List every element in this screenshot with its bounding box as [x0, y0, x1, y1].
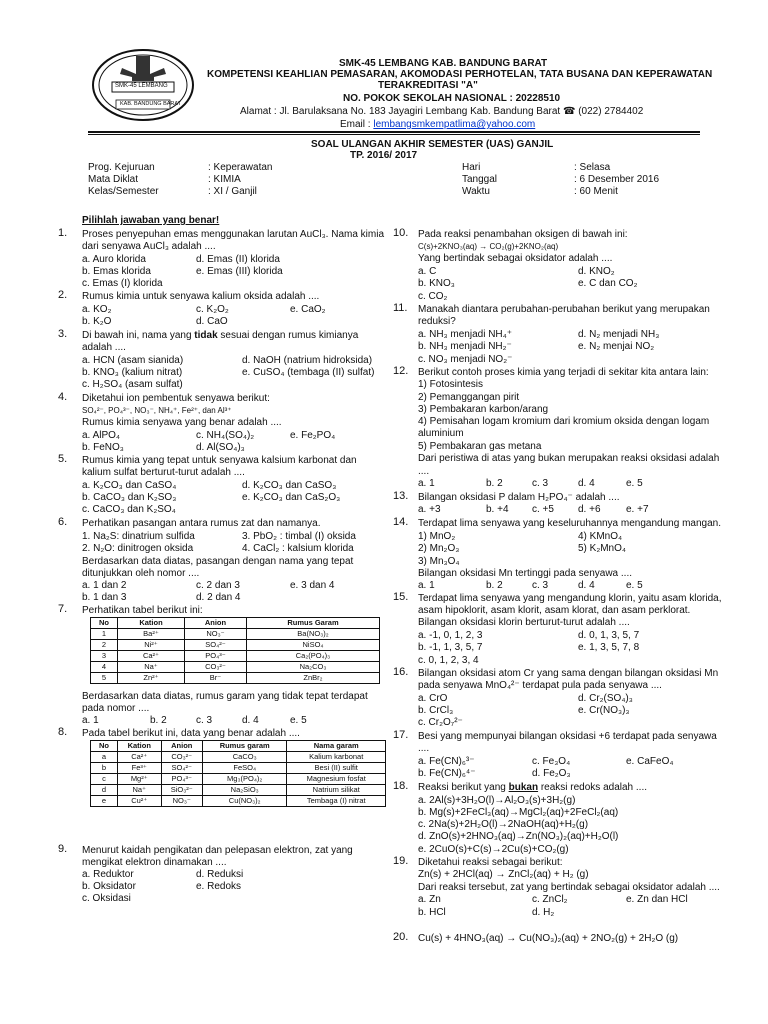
q11-text-1: Manakah diantara perubahan-perubahan berikut yang merupakan	[418, 304, 710, 315]
table-row	[91, 763, 386, 774]
table-header: Nama garam	[287, 741, 386, 752]
question-number: 5.	[58, 453, 68, 465]
table-cell: PO₄³⁻	[184, 651, 246, 662]
q8-text: Pada tabel berikut ini, data yang benar adalah ....	[82, 728, 300, 739]
table-row	[91, 651, 380, 662]
table-header: No	[91, 618, 118, 629]
q17-option-e[interactable]: e. CaFeO₄	[626, 756, 674, 767]
q4-ions: SO₄²⁻, PO₄³⁻, NO₃⁻, NH₄⁺, Fe²⁺, dan Al³⁺	[82, 406, 232, 415]
table-header-row	[91, 741, 386, 752]
q7-text: Perhatikan tabel berikut ini:	[82, 605, 203, 616]
table-cell: a	[91, 752, 118, 763]
q7-text-2: Berdasarkan data diatas, rumus garam yang tidak tepat terdapat	[82, 691, 368, 702]
q13-option-c[interactable]: c. +5	[532, 504, 554, 515]
q12-text-3: ....	[418, 466, 430, 477]
q18-option-c[interactable]: c. 2Na(s)+2H₂O(l)→2NaOH(aq)+H₂(g)	[418, 819, 589, 830]
q18-text-post: reaksi redoks adalah ....	[538, 782, 648, 793]
q16-option-a[interactable]: a. CrO	[418, 693, 448, 704]
q14-item-2: 2) Mn₂O₃	[418, 543, 460, 554]
prog-label: Prog. Kejuruan	[88, 162, 155, 173]
q15-option-b[interactable]: b. -1, 1, 3, 5, 7	[418, 642, 483, 653]
table-row	[91, 752, 386, 763]
table-cell: e	[91, 796, 118, 807]
q6-item-1: 1. Na₂S: dinatrium sulfida	[82, 531, 195, 542]
q16-text-1: Bilangan oksidasi atom Cr yang sama dengan bilangan oksidasi Mn	[418, 668, 719, 679]
q7-option-a[interactable]: a. 1	[82, 715, 99, 726]
q10-option-e[interactable]: e. C dan CO₂	[578, 278, 638, 289]
q7-option-e[interactable]: e. 5	[290, 715, 307, 726]
waktu-label: Waktu	[462, 186, 490, 197]
q6-option-a[interactable]: a. 1 dan 2	[82, 580, 127, 591]
q19-option-a[interactable]: a. Zn	[418, 894, 441, 905]
q7-option-d[interactable]: d. 4	[242, 715, 259, 726]
tanggal-label: Tanggal	[462, 174, 498, 185]
question-number: 8.	[58, 726, 68, 738]
table-header: Kation	[118, 618, 185, 629]
q12-option-c[interactable]: c. 3	[532, 478, 549, 489]
q2-option-e[interactable]: e. CaO₂	[290, 304, 326, 315]
q4-option-d[interactable]: d. Al(SO₄)₃	[196, 442, 245, 453]
q7-text-3: pada nomor ....	[82, 703, 150, 714]
q3-text-post: sesuai dengan rumus kimianya	[217, 330, 359, 341]
table-cell: Ca²⁺	[118, 752, 162, 763]
q3-text-pre: Di bawah ini, nama yang	[82, 330, 195, 341]
table-row	[91, 673, 380, 684]
question-number: 17.	[393, 729, 409, 741]
q19-text: Diketahui reaksi sebagai berikut:	[418, 857, 563, 868]
q17-text-1: Besi yang mempunyai bilangan oksidasi +6 terdapat pada senyawa	[418, 731, 717, 742]
q11-option-a[interactable]: a. NH₃ menjadi NH₄⁺	[418, 329, 513, 340]
q15-option-d[interactable]: d. 0, 1, 3, 5, 7	[578, 630, 640, 641]
table-cell: c	[91, 774, 118, 785]
question-number: 1.	[58, 227, 68, 239]
logo-top-text: SMK-45 LEMBANG	[115, 83, 168, 89]
waktu-value: : 60 Menit	[574, 186, 618, 197]
table-cell: NO₃⁻	[184, 629, 246, 640]
question-number: 20.	[393, 931, 409, 943]
q14-option-d[interactable]: d. 4	[578, 580, 595, 591]
q12-text-2: Dari peristiwa di atas yang bukan merupakan reaksi oksidasi adalah	[418, 453, 720, 464]
q10-option-b[interactable]: b. KNO₃	[418, 278, 455, 289]
q16-text-2: pada senyawa MnO₄²⁻ terdapat pula pada senyawa ....	[418, 680, 662, 691]
table-cell: FeSO₄	[202, 763, 286, 774]
q14-item-3: 3) Mn₃O₄	[418, 556, 460, 567]
q13-text: Bilangan oksidasi P dalam H₂PO₄⁻ adalah ....	[418, 492, 620, 503]
table-cell: d	[91, 785, 118, 796]
q7-table	[90, 617, 380, 684]
question-number: 4.	[58, 391, 68, 403]
table-row	[91, 785, 386, 796]
q12-option-a[interactable]: a. 1	[418, 478, 435, 489]
table-cell: Na⁺	[118, 785, 162, 796]
q19-equation: Zn(s) + 2HCl(aq) → ZnCl₂(aq) + H₂ (g)	[418, 869, 589, 880]
q9-option-a[interactable]: a. Reduktor	[82, 869, 134, 880]
q19-text-2: Dari reaksi tersebut, zat yang bertindak sebagai oksidator adalah ....	[418, 882, 720, 893]
q12-option-e[interactable]: e. 5	[626, 478, 643, 489]
table-cell: b	[91, 763, 118, 774]
question-number: 13.	[393, 490, 409, 502]
q17-option-d[interactable]: d. Fe₂O₃	[532, 768, 571, 779]
q13-option-e[interactable]: e. +7	[626, 504, 649, 515]
question-number: 12.	[393, 365, 409, 377]
table-cell: Ca²⁺	[118, 651, 185, 662]
q14-item-4: 4) KMnO₄	[578, 531, 623, 542]
q6-option-c[interactable]: c. 2 dan 3	[196, 580, 240, 591]
q20-equation: Cu(s) + 4HNO₃(aq) → Cu(NO₃)₂(aq) + 2NO₂(g) + 2H₂O (g)	[418, 933, 679, 944]
q15-text-2: asam hipoklorit, asam klorit, asam klorat, dan asam perklorat.	[418, 605, 691, 616]
table-cell: NO₃⁻	[161, 796, 202, 807]
q2-option-c[interactable]: c. K₂O₂	[196, 304, 229, 315]
q9-option-c[interactable]: c. Oksidasi	[82, 893, 131, 904]
table-row	[91, 640, 380, 651]
q3-option-b[interactable]: b. KNO₃ (kalium nitrat)	[82, 367, 183, 378]
q19-option-c[interactable]: c. ZnCl₂	[532, 894, 568, 905]
table-header: Rumus Garam	[246, 618, 379, 629]
q12-item: 2) Pemanggangan pirit	[418, 392, 520, 403]
table-row	[91, 796, 386, 807]
q8-table	[90, 740, 386, 807]
school-name: SMK-45 LEMBANG KAB. BANDUNG BARAT	[339, 58, 548, 69]
q4-text-2: Rumus kimia senyawa yang benar adalah ....	[82, 417, 282, 428]
q5-option-e[interactable]: e. K₂CO₃ dan CaS₂O₃	[242, 492, 341, 503]
table-cell: Cu²⁺	[118, 796, 162, 807]
competency: KOMPETENSI KEAHLIAN PEMASARAN, AKOMODASI PERHOTELAN, TATA BUSANA DAN KEPERAWATAN	[207, 69, 713, 80]
table-cell: 2	[91, 640, 118, 651]
q14-item-1: 1) MnO₂	[418, 531, 456, 542]
q18-option-b[interactable]: b. Mg(s)+2FeCl₃(aq)→MgCl₂(aq)+2FeCl₂(aq)	[418, 807, 619, 818]
question-number: 18.	[393, 780, 409, 792]
q14-option-e[interactable]: e. 5	[626, 580, 643, 591]
email-link[interactable]: lembangsmkempatlima@yahoo.com	[373, 119, 536, 130]
q15-option-a[interactable]: a. -1, 0, 1, 2, 3	[418, 630, 483, 641]
q4-option-e[interactable]: e. Fe₂PO₄	[290, 430, 336, 441]
table-cell: Natrium silikat	[287, 785, 386, 796]
question-number: 7.	[58, 603, 68, 615]
q19-option-e[interactable]: e. Zn dan HCl	[626, 894, 688, 905]
q1-text-2: dari senyawa AuCl₃ adalah ....	[82, 241, 216, 252]
table-cell: SiO₃²⁻	[161, 785, 202, 796]
question-number: 15.	[393, 591, 409, 603]
email-label: Email :	[340, 119, 374, 130]
q13-option-a[interactable]: a. +3	[418, 504, 441, 515]
logo-bottom-text: KAB. BANDUNG BARAT	[120, 101, 182, 107]
q11-option-d[interactable]: d. N₂ menjadi NH₃	[578, 329, 660, 340]
q10-option-c[interactable]: c. CO₂	[418, 291, 448, 302]
q12-item: 1) Fotosintesis	[418, 379, 484, 390]
q6-item-4: 4. CaCl₂ : kalsium klorida	[242, 543, 354, 554]
q12-item: 5) Pembakaran gas metana	[418, 441, 542, 452]
question-number: 6.	[58, 516, 68, 528]
q1-option-c[interactable]: c. Emas (I) klorida	[82, 278, 163, 289]
table-cell: 1	[91, 629, 118, 640]
q1-option-a[interactable]: a. Auro klorida	[82, 254, 146, 265]
question-number: 16.	[393, 666, 409, 678]
q3-text-bold: tidak	[194, 330, 218, 341]
q12-item: 4) Pemisahan logam kromium dari kromium oksida dengan logam	[418, 416, 710, 427]
table-cell: PO₄³⁻	[161, 774, 202, 785]
table-header: Rumus garam	[202, 741, 286, 752]
q2-option-a[interactable]: a. KO₂	[82, 304, 112, 315]
table-header: Anion	[184, 618, 246, 629]
table-cell: Br⁻	[184, 673, 246, 684]
table-header-row	[91, 618, 380, 629]
mapel-label: Mata Diklat	[88, 174, 139, 185]
table-cell: SO₄²⁻	[161, 763, 202, 774]
q13-option-d[interactable]: d. +6	[578, 504, 601, 515]
q4-option-b[interactable]: b. FeNO₃	[82, 442, 124, 453]
kelas-label: Kelas/Semester	[88, 186, 159, 197]
table-cell: Ni²⁺	[118, 640, 185, 651]
table-cell: Na₂SiO₃	[202, 785, 286, 796]
q5-text-1: Rumus kimia yang tepat untuk senyawa kalsium karbonat dan	[82, 455, 357, 466]
q15-text-1: Terdapat lima senyawa yang mengandung klorin, yaitu asam klorida,	[418, 593, 722, 604]
table-header: No	[91, 741, 118, 752]
question-number: 2.	[58, 289, 68, 301]
header-rule-thin	[88, 134, 700, 135]
q7-option-b[interactable]: b. 2	[150, 715, 167, 726]
q18-option-e[interactable]: e. 2CuO(s)+C(s)→2Cu(s)+CO₂(g)	[418, 844, 569, 855]
q5-option-b[interactable]: b. CaCO₃ dan K₂SO₃	[82, 492, 177, 503]
q6-text: Perhatikan pasangan antara rumus zat dan namanya.	[82, 518, 321, 529]
q10-equation: C(s)+2KNO₃(aq) → CO₂(g)+2KNO₂(aq)	[418, 242, 559, 251]
q5-option-d[interactable]: d. K₂CO₃ dan CaSO₃	[242, 480, 337, 491]
q17-option-c[interactable]: c. Fe₃O₄	[532, 756, 571, 767]
q1-option-d[interactable]: d. Emas (II) klorida	[196, 254, 280, 265]
table-cell: ZnBr₂	[246, 673, 379, 684]
table-cell: Na₂CO₃	[246, 662, 379, 673]
q6-option-b[interactable]: b. 1 dan 3	[82, 592, 127, 603]
q17-text-2: ....	[418, 743, 430, 754]
q12-item: 3) Pembakaran karbon/arang	[418, 404, 549, 415]
table-cell: CO₃²⁻	[161, 752, 202, 763]
q6-text-3: ditunjukkan oleh nomor ....	[82, 568, 200, 579]
q12-option-d[interactable]: d. 4	[578, 478, 595, 489]
q9-option-e[interactable]: e. Redoks	[196, 881, 242, 892]
q12-text: Berikut contoh proses kimia yang terjadi di sekitar kita antara lain:	[418, 367, 709, 378]
q14-item-5: 5) K₂MnO₄	[578, 543, 626, 554]
q9-text-2: mengikat elektron dinamakan ....	[82, 857, 227, 868]
q16-option-d[interactable]: d. Cr₂(SO₄)₃	[578, 693, 633, 704]
q4-option-a[interactable]: a. AlPO₄	[82, 430, 120, 441]
question-number: 14.	[393, 516, 409, 528]
q2-option-d[interactable]: d. CaO	[196, 316, 228, 327]
question-number: 10.	[393, 227, 409, 239]
table-header: Anion	[161, 741, 202, 752]
table-cell: Fe³⁺	[118, 763, 162, 774]
table-cell: Mg²⁺	[118, 774, 162, 785]
q16-option-c[interactable]: c. Cr₂O₇²⁻	[418, 717, 463, 728]
table-cell: NiSO₄	[246, 640, 379, 651]
table-cell: Tembaga (I) nitrat	[287, 796, 386, 807]
table-header: Kation	[118, 741, 162, 752]
table-cell: Ba²⁺	[118, 629, 185, 640]
question-number: 11.	[393, 302, 408, 314]
exam-title: SOAL ULANGAN AKHIR SEMESTER (UAS) GANJIL	[311, 139, 554, 150]
q10-option-a[interactable]: a. C	[418, 266, 437, 277]
q6-text-2: Berdasarkan data diatas, pasangan dengan nama yang tepat	[82, 556, 354, 567]
table-cell: Kalium karbonat	[287, 752, 386, 763]
q10-text: Pada reaksi penambahan oksigen di bawah ini:	[418, 229, 628, 240]
q10-option-d[interactable]: d. KNO₂	[578, 266, 615, 277]
q15-option-e[interactable]: e. 1, 3, 5, 7, 8	[578, 642, 640, 653]
q19-option-b[interactable]: b. HCl	[418, 907, 446, 918]
q18-text-pre: Reaksi berikut yang	[418, 782, 509, 793]
table-cell: 3	[91, 651, 118, 662]
email-line	[340, 119, 535, 130]
q12-item: aluminium	[418, 428, 464, 439]
q2-option-b[interactable]: b. K₂O	[82, 316, 112, 327]
q14-text: Terdapat lima senyawa yang keseluruhannya mengandung mangan.	[418, 518, 721, 529]
accreditation: TERAKREDITASI "A"	[378, 80, 478, 91]
q3-option-a[interactable]: a. HCN (asam sianida)	[82, 355, 184, 366]
table-cell: Mg₃(PO₄)₂	[202, 774, 286, 785]
q3-option-d[interactable]: d. NaOH (natrium hidroksida)	[242, 355, 373, 366]
table-cell: Ba(NO₃)₂	[246, 629, 379, 640]
q6-item-2: 2. N₂O: dinitrogen oksida	[82, 543, 194, 554]
table-cell: Na⁺	[118, 662, 185, 673]
q13-option-b[interactable]: b. +4	[486, 504, 509, 515]
q12-option-b[interactable]: b. 2	[486, 478, 503, 489]
q18-option-d[interactable]: d. ZnO(s)+2HNO₃(aq)→Zn(NO₃)₂(aq)+H₂O(l)	[418, 831, 619, 842]
q14-option-a[interactable]: a. 1	[418, 580, 435, 591]
q5-text-2: kalium sulfat berturut-turut adalah ....	[82, 467, 245, 478]
table-cell: Cu(NO₃)₂	[202, 796, 286, 807]
q1-option-b[interactable]: b. Emas klorida	[82, 266, 151, 277]
q19-option-d[interactable]: d. H₂	[532, 907, 555, 918]
instruction: Pilihlah jawaban yang benar!	[82, 215, 220, 226]
q11-text-2: reduksi?	[418, 316, 456, 327]
q15-text-3: Bilangan oksidasi klorin berturut-turut adalah ....	[418, 617, 630, 628]
q18-option-a[interactable]: a. 2Al(s)+3H₂O(l)→Al₂O₃(s)+3H₂(g)	[418, 795, 576, 806]
table-cell: Ca₂(PO₄)₃	[246, 651, 379, 662]
q17-option-b[interactable]: b. Fe(CN)₆⁴⁻	[418, 768, 476, 779]
q10-text-2: Yang bertindak sebagai oksidator adalah ....	[418, 253, 613, 264]
q14-option-c[interactable]: c. 3	[532, 580, 549, 591]
question-number: 9.	[58, 843, 68, 855]
q18-text-bold: bukan	[508, 782, 539, 793]
table-cell: Besi (II) sulfit	[287, 763, 386, 774]
header-rule	[88, 131, 700, 133]
prog-value: : Keperawatan	[208, 162, 273, 173]
q18-text	[418, 782, 647, 793]
table-cell: 5	[91, 673, 118, 684]
tanggal-value: : 6 Desember 2016	[574, 174, 660, 185]
q9-option-b[interactable]: b. Oksidator	[82, 881, 136, 892]
table-cell: SO₄²⁻	[184, 640, 246, 651]
q6-option-e[interactable]: e. 3 dan 4	[290, 580, 335, 591]
q1-text-1: Proses penyepuhan emas menggunakan larutan AuCl₃. Nama kimia	[82, 229, 385, 240]
q11-option-b[interactable]: b. NH₃ menjadi NH₂⁻	[418, 341, 512, 352]
q16-option-b[interactable]: b. CrCl₃	[418, 705, 454, 716]
table-row	[91, 629, 380, 640]
q5-option-c[interactable]: c. CaCO₃ dan K₂SO₄	[82, 504, 176, 515]
q15-option-c[interactable]: c. 0, 1, 2, 3, 4	[418, 655, 479, 666]
mapel-value: : KIMIA	[208, 174, 241, 185]
q9-option-d[interactable]: d. Reduksi	[196, 869, 244, 880]
q4-option-c[interactable]: c. NH₄(SO₄)₂	[196, 430, 255, 441]
q11-option-e[interactable]: e. N₂ menjai NO₂	[578, 341, 655, 352]
q11-option-c[interactable]: c. NO₃ menjadi NO₂⁻	[418, 354, 513, 365]
table-cell: CaCO₃	[202, 752, 286, 763]
kelas-value: : XI / Ganjil	[208, 186, 257, 197]
q17-option-a[interactable]: a. Fe(CN)₆³⁻	[418, 756, 475, 767]
q1-option-e[interactable]: e. Emas (III) klorida	[196, 266, 283, 277]
table-cell: 4	[91, 662, 118, 673]
q3-text-2: adalah ....	[82, 342, 126, 353]
table-cell: Magnesium fosfat	[287, 774, 386, 785]
q2-text: Rumus kimia untuk senyawa kalium oksida adalah ....	[82, 291, 320, 302]
q14-text-2: Bilangan oksidasi Mn tertinggi pada senyawa ....	[418, 568, 633, 579]
npsn: NO. POKOK SEKOLAH NASIONAL : 20228510	[343, 93, 561, 104]
q5-option-a[interactable]: a. K₂CO₃ dan CaSO₄	[82, 480, 177, 491]
table-cell: CO₃²⁻	[184, 662, 246, 673]
hari-value: : Selasa	[574, 162, 611, 173]
exam-year: TP. 2016/ 2017	[350, 150, 418, 161]
table-row	[91, 774, 386, 785]
q3-text-1	[82, 330, 358, 341]
question-number: 19.	[393, 855, 409, 867]
q3-option-e[interactable]: e. CuSO₄ (tembaga (II) sulfat)	[242, 367, 375, 378]
q14-option-b[interactable]: b. 2	[486, 580, 503, 591]
q6-option-d[interactable]: d. 2 dan 4	[196, 592, 241, 603]
table-row	[91, 662, 380, 673]
q9-text-1: Menurut kaidah pengikatan dan pelepasan elektron, zat yang	[82, 845, 353, 856]
q3-option-c[interactable]: c. H₂SO₄ (asam sulfat)	[82, 379, 183, 390]
q4-text: Diketahui ion pembentuk senyawa berikut:	[82, 393, 270, 404]
address: Alamat : Jl. Barulaksana No. 183 Jayagiri Lembang Kab. Bandung Barat ☎ (022) 2784402	[240, 106, 644, 117]
table-cell: Zn²⁺	[118, 673, 185, 684]
hari-label: Hari	[462, 162, 481, 173]
question-number: 3.	[58, 328, 68, 340]
q6-item-3: 3. PbO₂ : timbal (I) oksida	[242, 531, 356, 542]
q16-option-e[interactable]: e. Cr(NO₃)₃	[578, 705, 630, 716]
q7-option-c[interactable]: c. 3	[196, 715, 213, 726]
